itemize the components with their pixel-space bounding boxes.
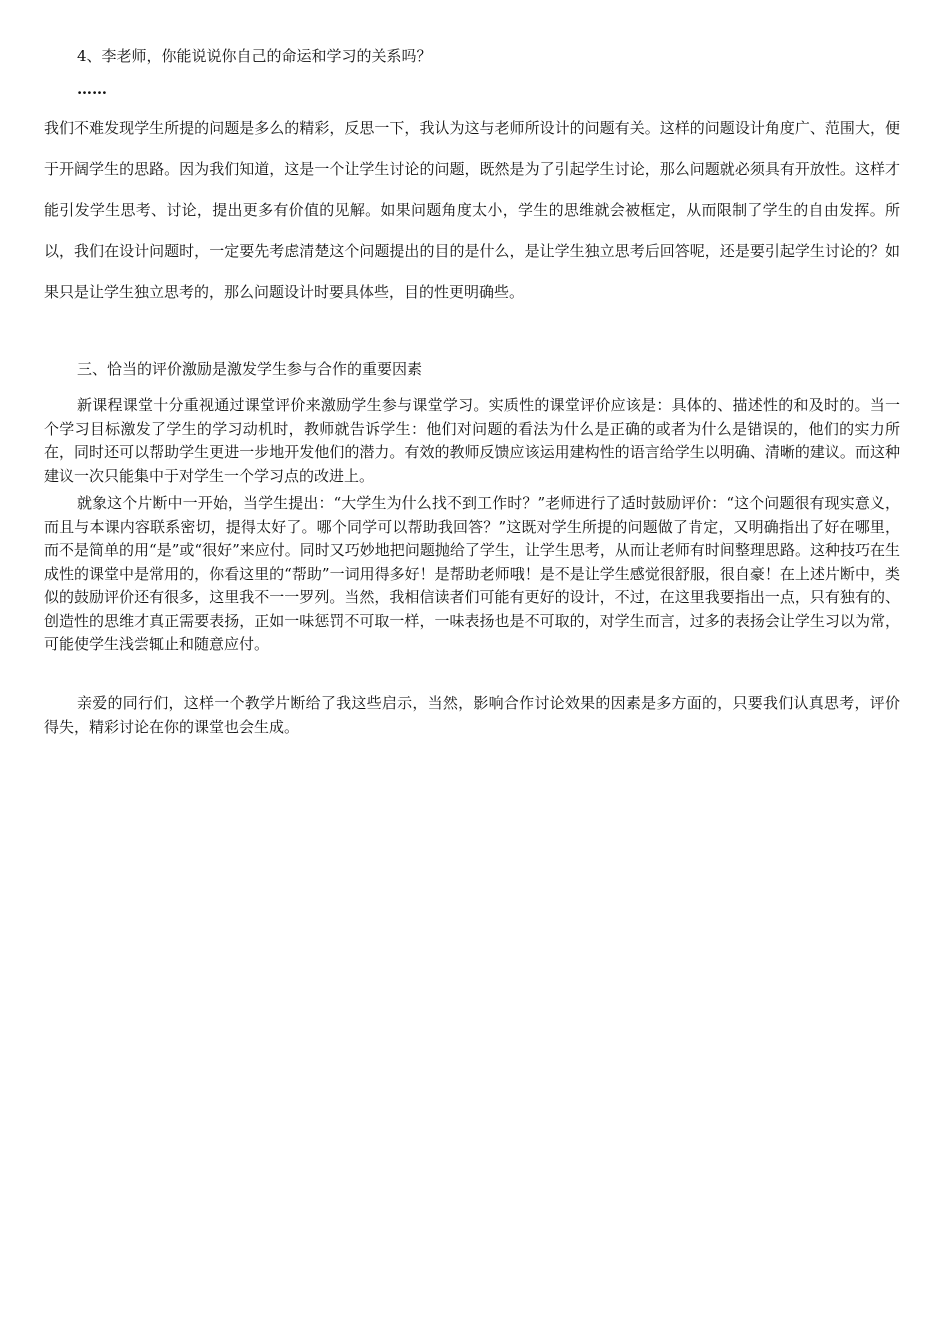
closing-paragraph: 亲爱的同行们，这样一个教学片断给了我这些启示，当然，影响合作讨论效果的因素是多方面的，只要我们认真思考，评价得失，精彩讨论在你的课堂也会生成。 [44, 694, 900, 736]
question-4: 4、李老师，你能说说你自己的命运和学习的关系吗？ [77, 47, 432, 65]
reflection-paragraph: 我们不难发现学生所提的问题是多么的精彩，反思一下，我认为这与老师所设计的问题有关。这样的问题设计角度广、范围大，便于开阔学生的思路。因为我们知道，这是一个让学生讨论的问题，既然是为了引起学生讨论，那么问题就必须具有开放性。这样才能引发学生思考、讨论，提出更多有价值的见解。如果问题角度太小，学生的思维就会被框定，从而限制了学生的自由发挥。所以，我们在设计问题时，一定要先考虑清楚这个问题提出的目的是什么，是让学生独立思考后回答呢，还是要引起学生讨论的？如果只是让学生独立思考的，那么问题设计时要具体些，目的性更明确些。 [44, 119, 900, 301]
evaluation-paragraph: 新课程课堂十分重视通过课堂评价来激励学生参与课堂学习。实质性的课堂评价应该是：具体的、描述性的和及时的。当一个学习目标激发了学生的学习动机时，教师就告诉学生：他们对问题的看法为什么是正确的或者为什么是错误的，他们的实力所在，同时还可以帮助学生更进一步地开发他们的潜力。有效的教师反馈应该运用建构性的语言给学生以明确、清晰的建议。而这种建议一次只能集中于对学生一个学习点的改进上。 [44, 396, 900, 485]
example-paragraph: 就象这个片断中一开始，当学生提出：“大学生为什么找不到工作时？”老师进行了适时鼓励评价：“这个问题很有现实意义，而且与本课内容联系密切，提得太好了。哪个同学可以帮助我回答？”这既对学生所提的问题做了肯定，又明确指出了好在哪里，而不是简单的用“是”或“很好”来应付。同时又巧妙地把问题抛给了学生，让学生思考，从而让老师有时间整理思路。这种技巧在生成性的课堂中是常用的，你看这里的“帮助”一词用得多好！是帮助老师哦！是不是让学生感觉很舒服，很自豪！在上述片断中，类似的鼓励评价还有很多，这里我不一一罗列。当然，我相信读者们可能有更好的设计，不过，在这里我要指出一点，只有独有的、创造性的思维才真正需要表扬，正如一味惩罚不可取一样，一味表扬也是不可取的，对学生而言，过多的表扬会让学生习以为常，可能使学生浅尝辄止和随意应付。 [44, 494, 900, 653]
ellipsis: …… [77, 80, 107, 98]
section-heading-3: 三、恰当的评价激励是激发学生参与合作的重要因素 [77, 360, 423, 378]
